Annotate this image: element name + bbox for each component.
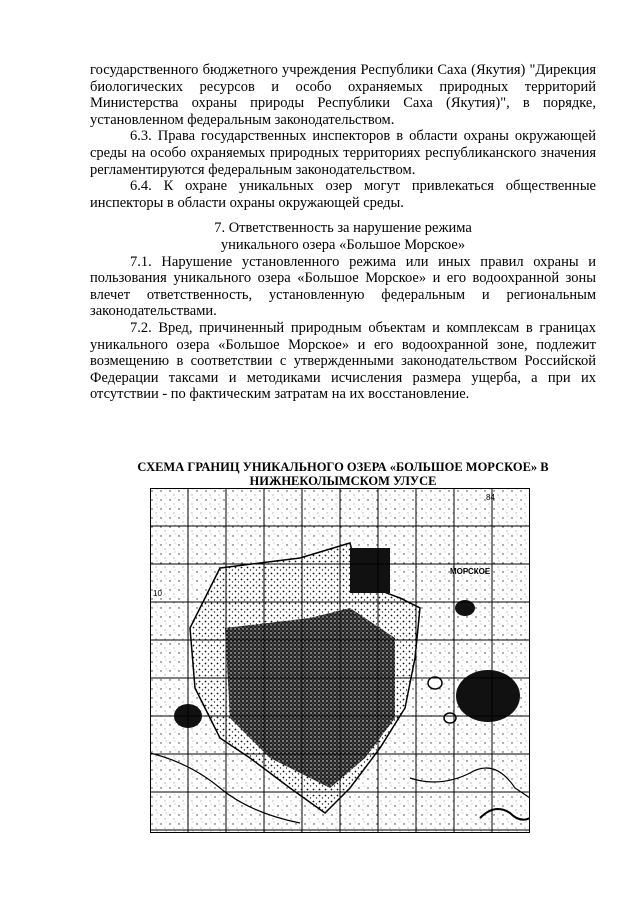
lake-dark-block (350, 548, 390, 593)
paragraph-6-4: 6.4. К охране уникальных озер могут привлекаться общественные инспекторы в области охраны окружающей среды. (90, 178, 596, 211)
map-label-morskoe: МОРСКОЕ (450, 567, 491, 576)
lake-small-c (428, 677, 442, 689)
paragraph-7-1: 7.1. Нарушение установленного режима или иных правил охраны и пользования уникального озера «Большое Морское» и его водоохранной зоны влечет ответственность, установленную федеральным и региональным законодательствами. (90, 253, 596, 320)
map-image (150, 488, 530, 833)
paragraph-6-3: 6.3. Права государственных инспекторов в области охраны окружающей среды на особо охраняемых природных территориях республиканского значения регламентируются федеральным законодательством. (90, 128, 596, 178)
map-label-left-num: 10 (153, 589, 162, 598)
section-heading-line1: 7. Ответственность за нарушение режима (214, 220, 472, 237)
figure-title: СХЕМА ГРАНИЦ УНИКАЛЬНОГО ОЗЕРА «БОЛЬШОЕ МОРСКОЕ» В НИЖНЕКОЛЫМСКОМ УЛУСЕ (137, 460, 549, 488)
paragraph-continuation: государственного бюджетного учреждения Республики Саха (Якутия) "Дирекция биологических ресурсов и особо охраняемых природных территорий Министерства охраны природы Республики Саха (Якутия)", в порядке, установленном федеральным законодательством. (90, 62, 596, 128)
map-label-top-num: 84 (486, 493, 495, 502)
boundary-map (150, 488, 530, 833)
section-heading-line2: уникального озера «Большое Морское» (220, 236, 466, 253)
text-body (90, 62, 596, 403)
paragraph-7-2: 7.2. Вред, причиненный природным объектам и комплексам в границах уникального озера «Большое Морское» и его водоохранной зоне, подлежит возмещению в соответствии с утвержденными законодательством Российской Федерации таксами и методиками исчисления размера ущерба, а при их отсутствии - по фактическим затратам на их восстановление. (90, 319, 596, 403)
